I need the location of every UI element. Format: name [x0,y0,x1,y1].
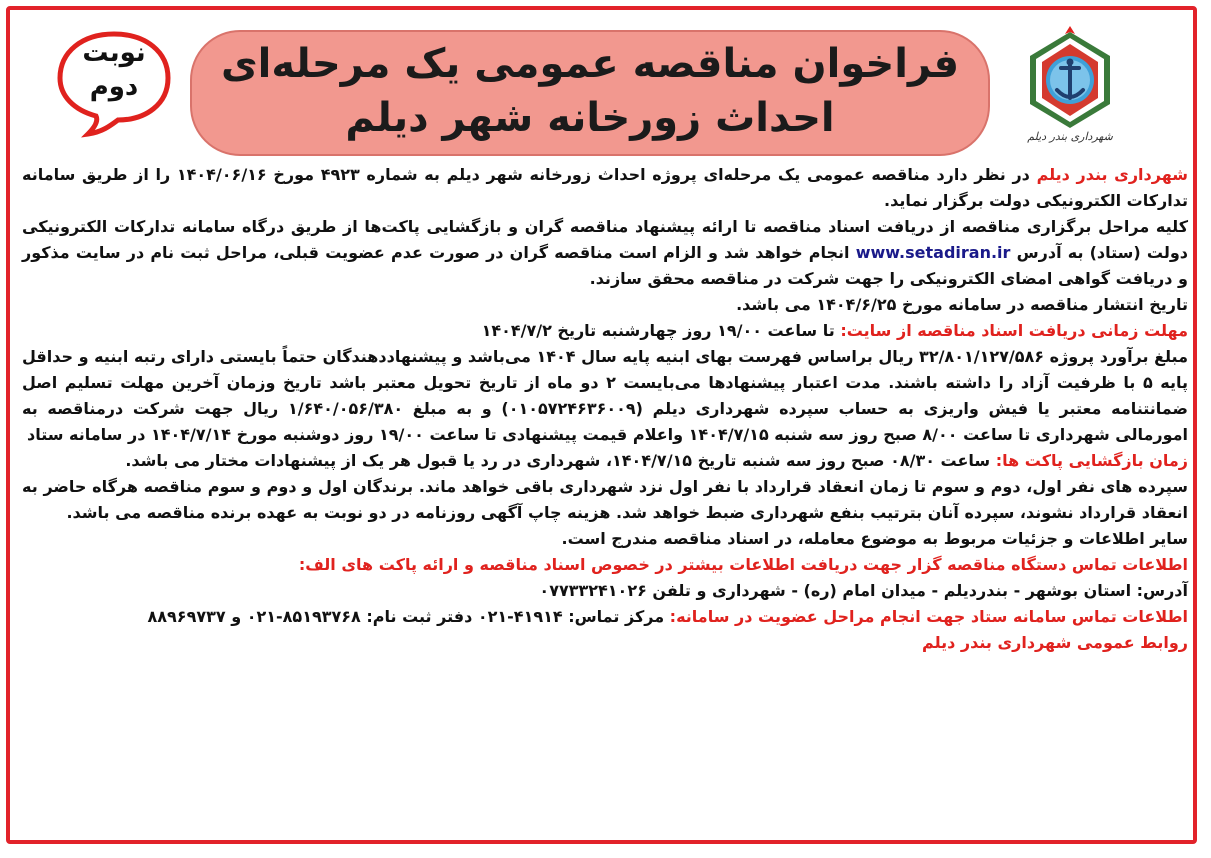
setad-link[interactable]: www.setadiran.ir [855,243,1011,262]
setad-contact-value: مرکز تماس: ۴۱۹۱۴-۰۲۱ دفتر ثبت نام: ۸۵۱۹۳۷۶۸-۰۲۱ و ۸۸۹۶۹۷۳۷ [147,607,670,626]
organization-name: شهرداری بندر دیلم [1036,165,1189,184]
contact-heading: اطلاعات تماس دستگاه مناقصه گزار جهت دریافت اطلاعات بیشتر در خصوص اسناد مناقصه و ارائه پاکت های الف: [298,555,1188,574]
round-badge-line1: نوبت [82,38,146,68]
deposits-paragraph: سپرده های نفر اول، دوم و سوم تا زمان انعقاد قرارداد با نفر اول نزد شهرداری باقی خواهد ماند. برندگان اول و دوم و سوم مناقصه هرگاه حاضر به انعقاد قرارداد نشوند، سپرده آنان بترتیب بنفع شهرداری ضبط خواهد شد. هزینه چاپ آگهی روزنامه در دو نوبت به عهده برنده مناقصه می باشد. [22,477,1188,522]
page-title: فراخوان مناقصه عمومی یک مرحله‌ای [220,41,960,87]
deadline-value: تا ساعت ۱۹/۰۰ روز چهارشنبه تاریخ ۱۴۰۴/۷/۲ [481,321,841,340]
round-badge-line2: دوم [89,72,139,102]
deadline-paragraph [22,318,1188,344]
publish-date: تاریخ انتشار مناقصه در سامانه مورخ ۱۴۰۴/۶/۲۵ می باشد. [736,295,1188,314]
intro-paragraph [22,162,1188,214]
setad-contact [22,604,1188,630]
public-relations-footer: روابط عمومی شهرداری بندر دیلم [922,633,1188,652]
other-info: سایر اطلاعات و جزئیات مربوط به موضوع معامله، در اسناد مناقصه مندرج است. [561,529,1188,548]
process-text-after: انجام خواهد شد و الزام است مناقصه گران در صورت عدم عضویت قبلی، مراحل ثبت نام در سایت مذکور و دریافت گواهی امضای الکترونیکی را جهت شرکت در مناقصه محقق سازند. [22,243,1188,288]
opening-paragraph [22,448,1188,474]
estimate-paragraph: مبلغ برآورد پروژه ۳۲/۸۰۱/۱۲۷/۵۸۶ ریال براساس فهرست بهای ابنیه پایه سال ۱۴۰۴ می‌باشد و پیشنهاددهندگان حتماً بایستی دارای رتبه ابنیه و حداقل پایه ۵ با ظرفیت آزاد را داشته باشند. مدت اعتبار پیشنهادها می‌بایست ۲ دو ماه از تاریخ تحویل معتبر باشد تاریخ وزمان آخرین مهلت تسلیم اصل ضمانتنامه معتبر یا فیش واریزی به حساب سپرده شهرداری دیلم (۰۱۰۵۷۲۴۶۳۶۰۰۹) و به مبلغ ۱/۶۴۰/۰۵۶/۳۸۰ ریال جهت شرکت درمناقصه به امورمالی شهرداری تا ساعت ۸/۰۰ صبح روز سه شنبه ۱۴۰۴/۷/۱۵ واعلام قیمت پیشنهادی تا ساعت ۱۹/۰۰ روز دوشنبه مورخ ۱۴۰۴/۷/۱۴ در سامانه ستاد [22,347,1188,444]
process-paragraph [22,214,1188,292]
round-badge [62,36,166,104]
deadline-label: مهلت زمانی دریافت اسناد مناقصه از سایت: [840,321,1188,340]
intro-text: در نظر دارد مناقصه عمومی یک مرحله‌ای پروژه احداث زورخانه شهر دیلم به شماره ۴۹۲۳ مورخ ۱۴۰۴/۰۶/۱۶ را از طریق سامانه تدارکات الکترونیکی دولت برگزار نماید. [22,165,1188,210]
contact-address: آدرس: استان بوشهر - بندردیلم - میدان امام (ره) - شهرداری و تلفن ۰۷۷۳۳۲۴۱۰۲۶ [539,581,1188,600]
tender-body [22,162,1188,656]
opening-label: زمان بازگشایی پاکت ها: [995,451,1188,470]
opening-value: ساعت ۰۸/۳۰ صبح روز سه شنبه تاریخ ۱۴۰۴/۷/۱۵، شهرداری در رد یا قبول هر یک از پیشنهادات مختار می باشد. [125,451,996,470]
process-text-before: کلیه مراحل برگزاری مناقصه از دریافت اسناد مناقصه تا ارائه پیشنهاد مناقصه گران و بازگشایی پاکت‌ها از طریق درگاه سامانه تدارکات الکترونیکی دولت (ستاد) به آدرس [22,217,1189,262]
page-subtitle: احداث زورخانه شهر دیلم [345,95,835,141]
setad-contact-label: اطلاعات تماس سامانه ستاد جهت انجام مراحل عضویت در سامانه: [669,607,1188,626]
logo-caption: شهرداری بندر دیلم [1027,130,1113,143]
